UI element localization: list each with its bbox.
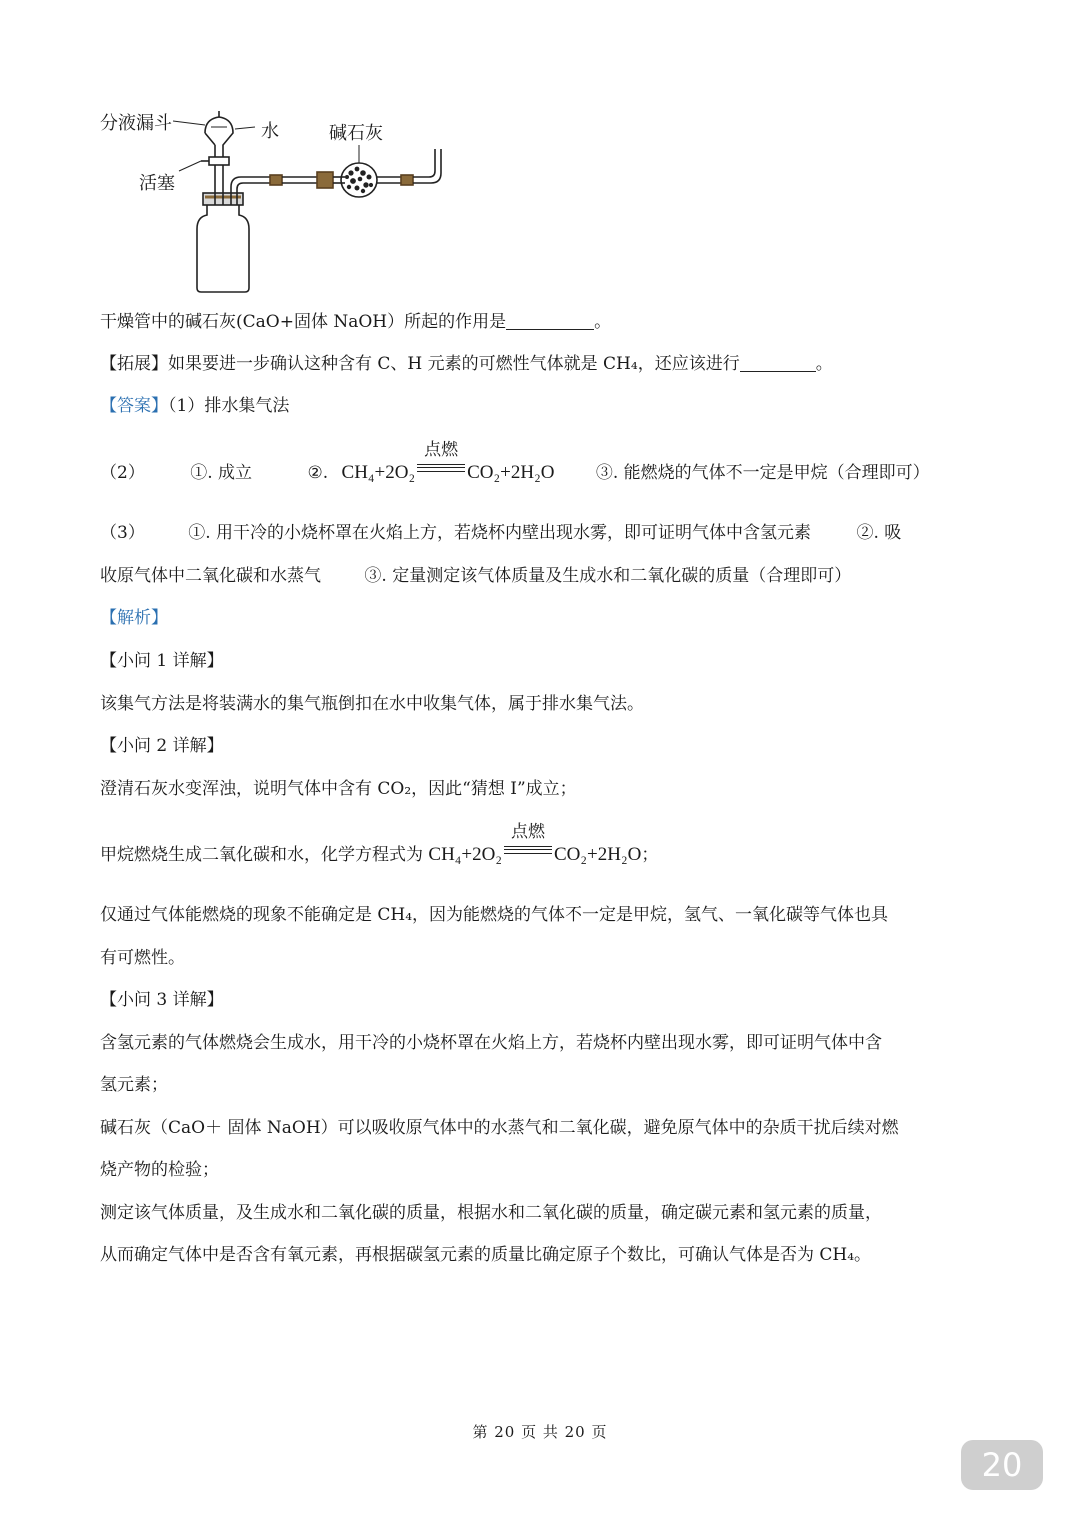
apparatus-diagram	[95, 105, 465, 305]
q2-line-2-text: 甲烷燃烧生成二氧化碳和水，化学方程式为	[100, 845, 423, 865]
answer-line-1	[100, 394, 289, 418]
analysis-tag: 【解析】	[100, 608, 168, 628]
condition-text: 点燃	[511, 822, 545, 842]
answer-2-part3: ③. 能燃烧的气体不一定是甲烷（合理即可）	[595, 463, 930, 483]
answer-line-3	[100, 521, 901, 545]
page-number-badge: 20	[961, 1440, 1043, 1490]
q3-line-4: 烧产物的检验；	[100, 1160, 219, 1180]
equation-condition	[417, 440, 465, 478]
q3-heading: 【小问 3 详解】	[100, 990, 224, 1010]
answer-blank	[506, 313, 594, 330]
label-separatory-funnel: 分液漏斗	[100, 113, 172, 134]
answer-3-part2-start: ②. 吸	[856, 523, 902, 543]
answer-3-part3: ③. 定量测定该气体质量及生成水和二氧化碳的质量（合理即可）	[364, 566, 852, 586]
answer-line-2	[100, 440, 930, 485]
extension-tag: 【拓展】	[100, 354, 168, 374]
q1-heading: 【小问 1 详解】	[100, 651, 224, 671]
answer-3-number: （3）	[100, 523, 145, 543]
answer-1: （1）排水集气法	[168, 396, 290, 416]
equation-left: CH₄+2O₂	[341, 462, 416, 483]
label-stopcock: 活塞	[139, 173, 175, 194]
q3-line-5: 测定该气体质量，及生成水和二氧化碳的质量，根据水和二氧化碳的质量，确定碳元素和氢元素的质量，	[100, 1203, 882, 1223]
answer-blank	[740, 355, 816, 372]
q3-line-3: 碱石灰（CaO＋ 固体 NaOH）可以吸收原气体中的水蒸气和二氧化碳，避免原气体中的杂质干扰后续对燃	[100, 1118, 899, 1138]
question-extension	[100, 352, 833, 376]
condition-text: 点燃	[424, 440, 459, 460]
equals-bars	[504, 846, 552, 854]
q3-line-6: 从而确定气体中是否含有氧元素，再根据碳氢元素的质量比确定原子个数比，可确认气体是否为 CH₄。	[100, 1245, 872, 1265]
q2-line-4: 有可燃性。	[100, 948, 185, 968]
q2-line-3: 仅通过气体能燃烧的现象不能确定是 CH₄，因为能燃烧的气体不一定是甲烷，氢气、一氧化碳等气体也具	[100, 905, 889, 925]
answer-2-number: （2）	[100, 463, 145, 483]
apparatus-drawing	[95, 105, 465, 305]
q2-line-2	[100, 822, 659, 867]
q2-line-2-end: ；	[641, 845, 659, 865]
answer-3-part1: ①. 用干冷的小烧杯罩在火焰上方，若烧杯内壁出现水雾，即可证明气体中含氢元素	[188, 523, 812, 543]
q3-line-2: 氢元素；	[100, 1075, 168, 1095]
label-water: 水	[261, 121, 279, 142]
equation-right: CO₂+2H₂O	[467, 462, 555, 483]
answer-tag: 【答案】	[100, 396, 168, 416]
answer-2-part1: ①. 成立	[190, 463, 253, 483]
q3-line-1: 含氢元素的气体燃烧会生成水，用干冷的小烧杯罩在火焰上方，若烧杯内壁出现水雾，即可证明气体中含	[100, 1033, 882, 1053]
chemical-equation-2	[428, 822, 642, 867]
question-drying-end: 。	[594, 312, 612, 332]
answer-3-part2-rest: 收原气体中二氧化碳和水蒸气	[100, 566, 321, 586]
answer-2-part2: ②.	[307, 463, 329, 483]
chemical-equation	[341, 440, 555, 485]
extension-end: 。	[815, 354, 833, 374]
extension-text: 如果要进一步确认这种含有 C、H 元素的可燃性气体就是 CH₄，还应该进行	[168, 354, 740, 374]
equals-bars	[417, 464, 465, 472]
q1-text: 该集气方法是将装满水的集气瓶倒扣在水中收集气体，属于排水集气法。	[100, 694, 644, 714]
label-soda-lime: 碱石灰	[329, 123, 383, 144]
question-drying-tube	[100, 310, 611, 334]
answer-line-4	[100, 564, 851, 588]
q2-line-1: 澄清石灰水变浑浊，说明气体中含有 CO₂，因此“猜想 I”成立；	[100, 779, 577, 799]
equation-condition	[504, 822, 552, 860]
question-drying-text: 干燥管中的碱石灰(CaO+固体 NaOH）所起的作用是	[100, 312, 507, 332]
page-footer: 第 20 页 共 20 页	[472, 1423, 608, 1441]
q2-heading: 【小问 2 详解】	[100, 736, 224, 756]
equation-right: CO₂+2H₂O	[554, 844, 642, 865]
equation-left: CH₄+2O₂	[428, 844, 502, 865]
